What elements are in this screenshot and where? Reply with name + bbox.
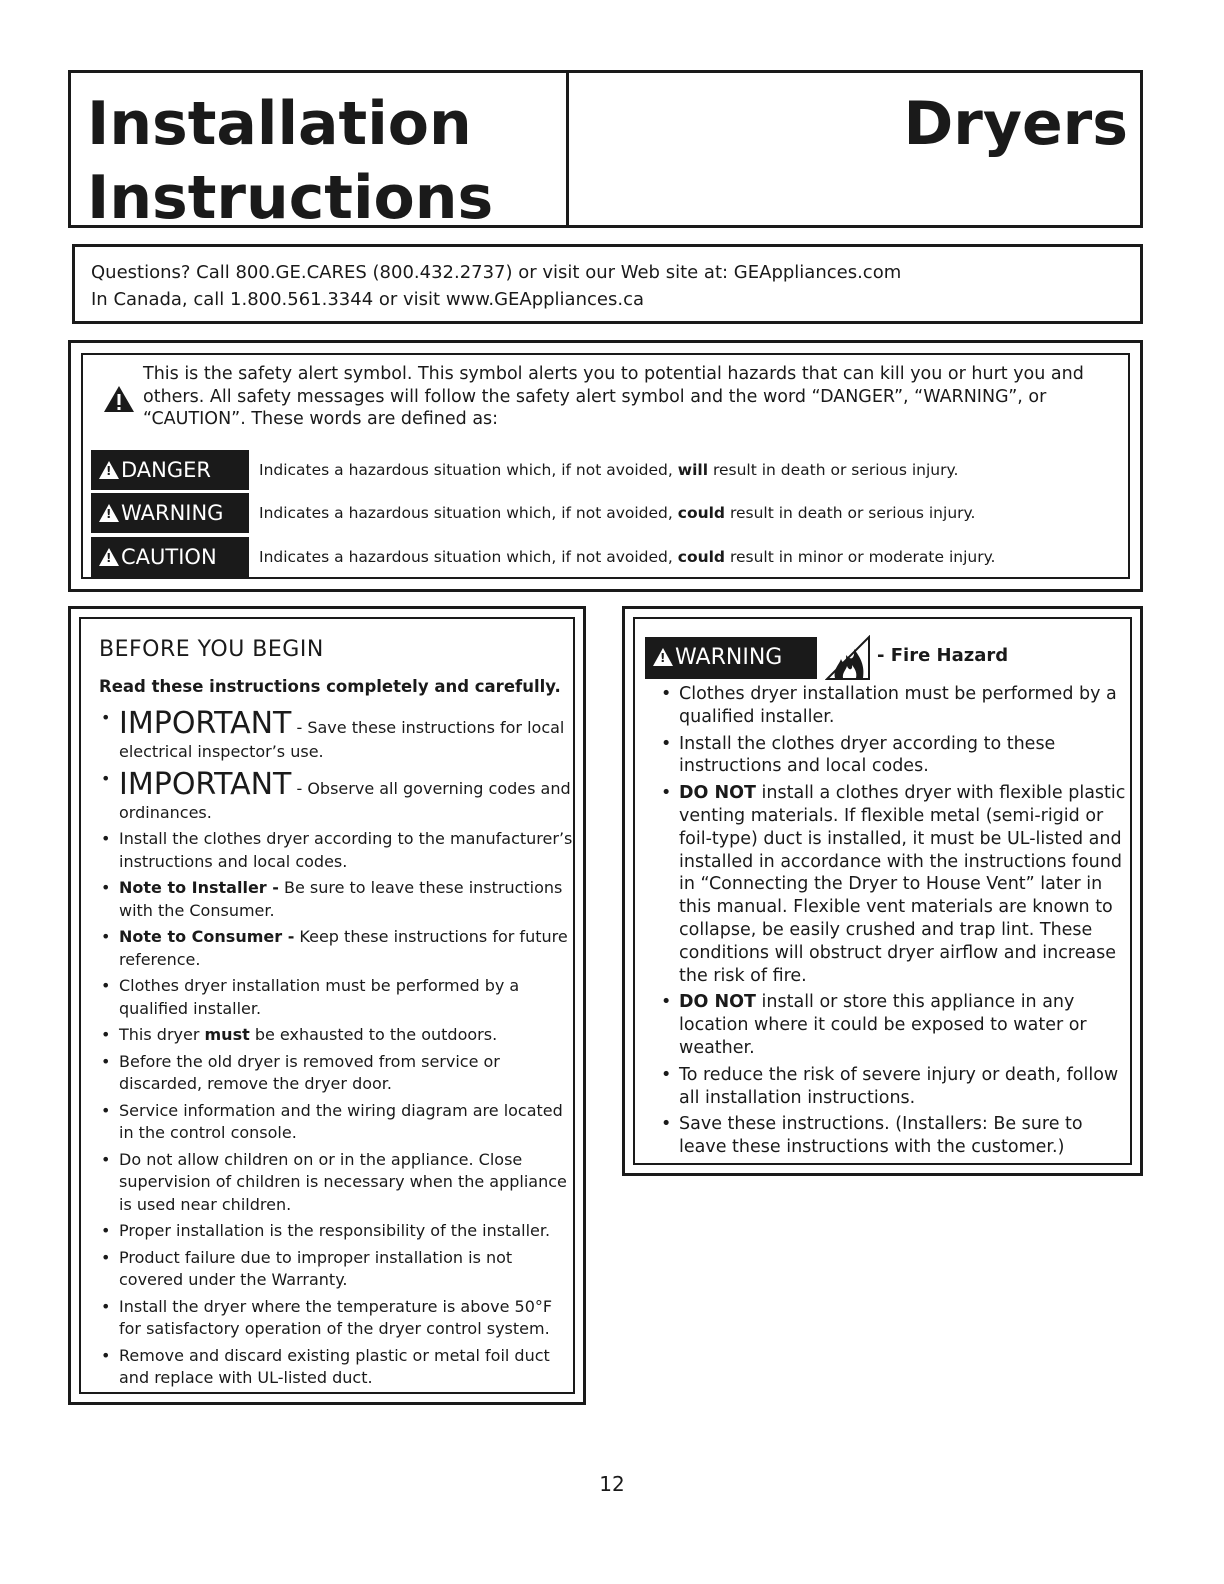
list-item: • Note to Consumer - Keep these instructions for future reference. [99,926,579,971]
list-item: • Save these instructions. (Installers: Be sure to leave these instructions with the customer.) [655,1113,1131,1159]
before-title: BEFORE YOU BEGIN [99,637,324,662]
caution-description: Indicates a hazardous situation which, if not avoided, could result in minor or moderate injury. [259,548,996,566]
list-item: • Product failure due to improper installation is not covered under the Warranty. [99,1247,579,1292]
before-list [99,707,579,1394]
alert-triangle-icon [99,461,119,479]
alert-triangle-icon [653,648,673,666]
list-item: • Clothes dryer installation must be performed by a qualified installer. [99,975,579,1020]
title-line-2: Instructions [87,163,494,233]
caution-label: !CAUTION [91,537,249,577]
list-item: • Install the clothes dryer according to these instructions and local codes. [655,733,1131,779]
warning-description: Indicates a hazardous situation which, if not avoided, could result in death or serious injury. [259,504,976,522]
list-item: • To reduce the risk of severe injury or death, follow all installation instructions. [655,1064,1131,1110]
alert-triangle-icon [99,504,119,522]
list-item: • This dryer must be exhausted to the outdoors. [99,1024,579,1047]
list-item: • Remove and discard existing plastic or metal foil duct and replace with UL-listed duct. [99,1345,579,1390]
danger-description: Indicates a hazardous situation which, if not avoided, will result in death or serious injury. [259,461,959,479]
list-item: • Note to Installer - Be sure to leave these instructions with the Consumer. [99,877,579,922]
contact-box [72,244,1143,324]
safety-legend-inner [81,353,1130,579]
danger-label: !DANGER [91,450,249,490]
warning-label: !WARNING [91,493,249,533]
header-box [68,70,1143,233]
before-subtitle: Read these instructions completely and carefully. [99,677,561,696]
list-item: • Clothes dryer installation must be performed by a qualified installer. [655,683,1131,729]
fire-hazard-list [655,683,1131,1163]
list-item: • Before the old dryer is removed from service or discarded, remove the dryer door. [99,1051,579,1096]
section-title: Dryers [903,89,1128,159]
safety-intro-text: This is the safety alert symbol. This symbol alerts you to potential hazards that can kill you or hurt you and others. All safety messages will follow the safety alert symbol and the word “DANGER”, “WARNING”, or “CAUTION”. These words are defined as: [143,364,1084,429]
page-title [87,87,493,235]
fire-warning-label: !WARNING [645,637,817,679]
fire-hazard-inner [633,617,1132,1165]
safety-legend-box [68,340,1143,592]
header-divider [566,73,569,225]
list-item: • Service information and the wiring diagram are located in the control console. [99,1100,579,1145]
fire-hazard-icon [825,635,871,681]
contact-line-canada: In Canada, call 1.800.561.3344 or visit www.GEAppliances.ca [91,289,644,310]
fire-hazard-title: - Fire Hazard [877,645,1009,666]
list-item: • DO NOT install or store this appliance in any location where it could be exposed to water or weather. [655,991,1131,1059]
before-you-begin-inner [79,617,575,1394]
contact-line-us: Questions? Call 800.GE.CARES (800.432.2737) or visit our Web site at: GEAppliances.com [91,262,902,283]
list-item: • DO NOT install a clothes dryer with flexible plastic venting materials. If flexible metal (semi-rigid or foil-type) duct is installed, it must be UL-listed and installed in accordance with the instructions found in “Connecting the Dryer to House Vent” later in this manual. Flexible vent materials are known to collapse, be easily crushed and trap lint. These conditions will obstruct dryer airflow and increase the risk of fire. [655,782,1131,987]
list-item: • Proper installation is the responsibility of the installer. [99,1220,579,1243]
title-line-1: Installation [87,89,472,159]
page-number: 12 [599,1472,625,1496]
list-item: • Do not allow children on or in the appliance. Close supervision of children is necessary when the appliance is used near children. [99,1149,579,1217]
fire-hazard-box [622,606,1143,1176]
list-item: • Install the clothes dryer according to the manufacturer’s instructions and local codes. [99,828,579,873]
safety-alert-icon [103,385,135,413]
alert-triangle-icon [99,548,119,566]
list-item: • IMPORTANT - Save these instructions for local electrical inspector’s use. [99,707,579,764]
list-item: • IMPORTANT - Observe all governing codes and ordinances. [99,768,579,825]
list-item: • Install the dryer where the temperature is above 50°F for satisfactory operation of the dryer control system. [99,1296,579,1341]
before-you-begin-box [68,606,586,1405]
